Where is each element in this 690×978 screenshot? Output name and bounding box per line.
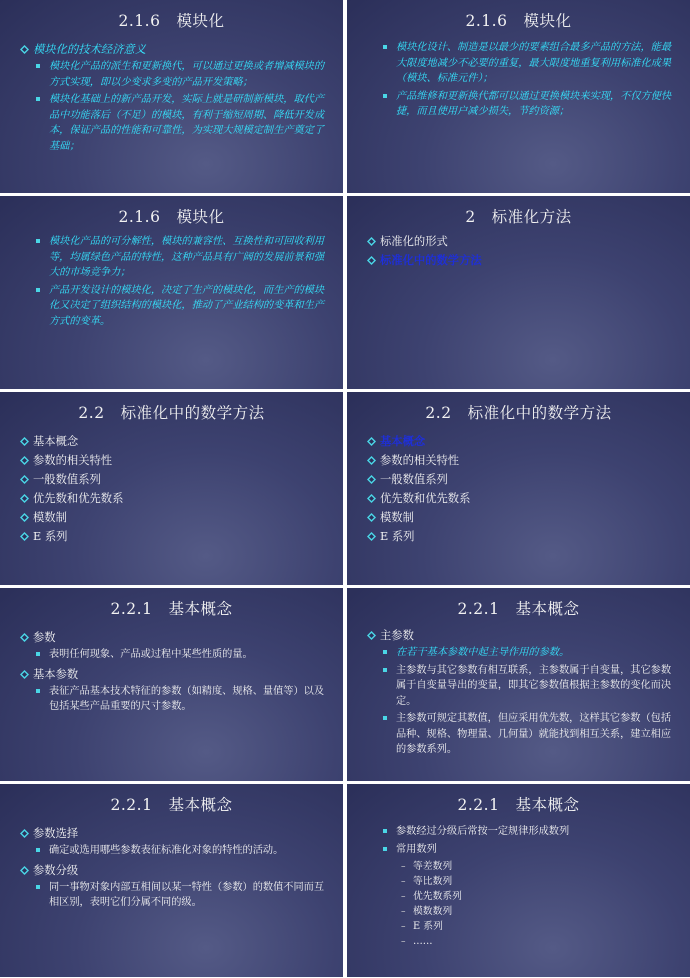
diamond-bullet-icon <box>367 475 375 483</box>
bullet-level1 <box>20 508 327 527</box>
bullet-text: 表征产品基本技术特征的参数（如精度、规格、量值等）以及包括某些产品重要的尺寸参数。 <box>49 685 325 712</box>
diamond-bullet-icon <box>367 237 375 245</box>
diamond-bullet-icon <box>367 494 375 502</box>
diamond-bullet-icon <box>20 45 28 53</box>
bullet-level1 <box>367 470 674 489</box>
bullet-text: 参数经过分级后常按一定规律形成数列 <box>396 826 570 837</box>
square-bullet-icon <box>383 716 387 720</box>
bullet-text: 一般数值系列 <box>33 473 101 486</box>
bullet-text: 等比数列 <box>413 876 453 887</box>
slide-title: 2.1.6 模块化 <box>118 12 225 30</box>
bullet-level1 <box>367 489 674 508</box>
bullet-level2 <box>33 684 327 715</box>
square-bullet-icon <box>36 239 40 243</box>
slide-2[interactable] <box>347 0 690 193</box>
bullet-level3 <box>401 904 674 919</box>
bullet-level3 <box>401 874 674 889</box>
bullet-level1 <box>367 432 674 451</box>
slide-body <box>20 432 327 546</box>
diamond-bullet-icon <box>367 256 375 264</box>
bullet-text: 确定或选用哪些参数表征标准化对象的特性的活动。 <box>49 845 284 856</box>
dash-bullet-icon: – <box>401 877 406 887</box>
diamond-bullet-icon <box>20 829 28 837</box>
bullet-level3 <box>401 919 674 934</box>
slide-body <box>20 234 327 331</box>
bullet-level1 <box>20 665 327 684</box>
bullet-level1 <box>20 470 327 489</box>
bullet-text: E 系列 <box>380 530 415 543</box>
slide-title: 2.2.1 基本概念 <box>457 796 580 814</box>
slide-10[interactable] <box>347 784 690 977</box>
slide-4[interactable] <box>347 196 690 389</box>
slide-body <box>367 40 674 122</box>
bullet-level1 <box>20 861 327 880</box>
bullet-level1 <box>20 451 327 470</box>
square-bullet-icon <box>383 847 387 851</box>
slide-title: 2.1.6 模块化 <box>118 208 225 226</box>
bullet-level1 <box>367 508 674 527</box>
bullet-text: 参数 <box>33 631 56 644</box>
bullet-level2 <box>33 92 327 154</box>
bullet-level2 <box>380 711 674 758</box>
diamond-bullet-icon <box>367 456 375 464</box>
bullet-level1 <box>20 628 327 647</box>
dash-bullet-icon: – <box>401 907 406 917</box>
slide-8[interactable] <box>347 588 690 781</box>
slide-body <box>20 824 327 913</box>
slide-title: 2.2.1 基本概念 <box>110 796 233 814</box>
diamond-bullet-icon <box>367 532 375 540</box>
bullet-text: 在若干基本参数中起主导作用的参数。 <box>396 647 570 658</box>
bullet-text: 基本概念 <box>380 434 426 448</box>
dash-bullet-icon: – <box>401 862 406 872</box>
square-bullet-icon <box>36 689 40 693</box>
bullet-level2 <box>380 663 674 710</box>
slide-5[interactable] <box>0 392 343 585</box>
slide-6[interactable] <box>347 392 690 585</box>
bullet-level2 <box>380 40 674 87</box>
slide-3[interactable] <box>0 196 343 389</box>
bullet-level1 <box>20 824 327 843</box>
dash-bullet-icon: – <box>401 922 406 932</box>
slide-title: 2.2.1 基本概念 <box>110 600 233 618</box>
bullet-text: 参数的相关特性 <box>380 454 460 467</box>
bullet-level1 <box>367 527 674 546</box>
diamond-bullet-icon <box>20 437 28 445</box>
square-bullet-icon <box>383 650 387 654</box>
bullet-text: …… <box>413 936 433 947</box>
bullet-level2 <box>33 234 327 281</box>
bullet-level2 <box>380 824 674 840</box>
bullet-text: 模块化的技术经济意义 <box>33 43 146 56</box>
bullet-level1 <box>20 489 327 508</box>
bullet-text: 同一事物对象内部互相间以某一特性（参数）的数值不同而互相区别，表明它们分属不同的级。 <box>49 881 325 908</box>
diamond-bullet-icon <box>20 633 28 641</box>
bullet-text: 模数数列 <box>413 906 453 917</box>
bullet-text: 标准化中的数学方法 <box>380 253 482 267</box>
bullet-text: 模块化产品的派生和更新换代，可以通过更换或者增减模块的方式实现，即以少变求多变的产品开发策略； <box>49 61 325 88</box>
bullet-text: 模数制 <box>33 511 67 524</box>
bullet-level2 <box>380 842 674 858</box>
slide-title: 2.1.6 模块化 <box>465 12 572 30</box>
bullet-text: 参数选择 <box>33 827 79 840</box>
dash-bullet-icon: – <box>401 892 406 902</box>
bullet-level2 <box>33 647 327 663</box>
bullet-text: 主参数可规定其数值，但应采用优先数，这样其它参数（包括品种、规格、物理量、几何量）就能找到相互关系，建立相应的参数系列。 <box>396 713 672 755</box>
bullet-text: 常用数列 <box>396 843 437 855</box>
square-bullet-icon <box>36 64 40 68</box>
bullet-level1 <box>367 626 674 645</box>
square-bullet-icon <box>383 829 387 833</box>
slide-7[interactable] <box>0 588 343 781</box>
diamond-bullet-icon <box>367 631 375 639</box>
bullet-text: 优先数和优先数系 <box>380 492 471 505</box>
bullet-level2 <box>33 59 327 90</box>
slide-body <box>20 40 327 156</box>
bullet-level2 <box>33 283 327 330</box>
bullet-text: E 系列 <box>33 530 68 543</box>
bullet-text: 参数分级 <box>33 863 79 877</box>
bullet-level1 <box>20 432 327 451</box>
slide-title: 2.2 标准化中的数学方法 <box>425 404 612 422</box>
diamond-bullet-icon <box>20 494 28 502</box>
bullet-text: 一般数值系列 <box>380 473 448 486</box>
bullet-text: 模块化设计、制造是以最少的要素组合最多产品的方法，能最大限度地减少不必要的重复，最大限度地重复利用标准化成果（模块、标准元件）； <box>396 42 672 84</box>
bullet-text: 标准化的形式 <box>380 235 448 248</box>
bullet-text: 模块化产品的可分解性，模块的兼容性、互换性和可回收利用等，均属绿色产品的特性，这种产品具有广阔的发展前景和强大的市场竞争力； <box>49 236 325 278</box>
bullet-level1 <box>367 232 674 251</box>
square-bullet-icon <box>36 288 40 292</box>
bullet-level3 <box>401 889 674 904</box>
bullet-text: 模数制 <box>380 511 414 524</box>
bullet-text: 表明任何现象、产品或过程中某些性质的量。 <box>49 649 253 660</box>
diamond-bullet-icon <box>20 670 28 678</box>
bullet-text: 优先数和优先数系 <box>33 492 124 505</box>
square-bullet-icon <box>36 848 40 852</box>
bullet-text: 主参数 <box>380 629 414 642</box>
slide-body <box>367 432 674 546</box>
bullet-level1 <box>367 251 674 270</box>
bullet-level2 <box>33 843 327 859</box>
square-bullet-icon <box>383 45 387 49</box>
bullet-text: 基本概念 <box>33 435 79 448</box>
bullet-text: 产品维修和更新换代都可以通过更换模块来实现，不仅方便快捷，而且使用户减少损失，节约资源； <box>396 90 672 117</box>
bullet-text: 模块化基础上的新产品开发，实际上就是研制新模块，取代产品中功能落后（不足）的模块，有利于缩短周期、降低开发成本，保证产品的性能和可靠性，为实现大规模定制生产奠定了基础； <box>49 94 325 152</box>
diamond-bullet-icon <box>20 456 28 464</box>
square-bullet-icon <box>36 97 40 101</box>
bullet-text: 基本参数 <box>33 667 79 681</box>
bullet-text: 参数的相关特性 <box>33 454 113 467</box>
bullet-text: 产品开发设计的模块化，决定了生产的模块化，而生产的模块化又决定了组织结构的模块化，推动了产业结构的变革和生产方式的变革。 <box>49 284 325 327</box>
square-bullet-icon <box>36 652 40 656</box>
bullet-level2 <box>380 89 674 120</box>
bullet-level1 <box>367 451 674 470</box>
diamond-bullet-icon <box>367 513 375 521</box>
bullet-level1 <box>20 527 327 546</box>
slide-body <box>367 824 674 949</box>
diamond-bullet-icon <box>20 866 28 874</box>
diamond-bullet-icon <box>20 532 28 540</box>
slide-body <box>367 626 674 760</box>
slide-1[interactable] <box>0 0 343 193</box>
bullet-level3 <box>401 859 674 874</box>
slide-9[interactable] <box>0 784 343 977</box>
diamond-bullet-icon <box>20 513 28 521</box>
slide-title: 2.2.1 基本概念 <box>457 600 580 618</box>
bullet-text: 优先数系列 <box>413 891 462 902</box>
diamond-bullet-icon <box>367 437 375 445</box>
slide-body <box>367 232 674 270</box>
bullet-text: 主参数与其它参数有相互联系，主参数属于自变量，其它参数属于自变量导出的变量，即其它参数值根据主参数的变化而决定。 <box>396 664 672 707</box>
bullet-level1 <box>20 40 327 59</box>
square-bullet-icon <box>36 885 40 889</box>
bullet-level3 <box>401 934 674 949</box>
slide-body <box>20 628 327 717</box>
bullet-text: 等差数列 <box>413 861 453 872</box>
bullet-text: E 系列 <box>413 921 443 932</box>
diamond-bullet-icon <box>20 475 28 483</box>
slide-title: 2.2 标准化中的数学方法 <box>78 404 265 422</box>
bullet-level2 <box>33 880 327 911</box>
dash-bullet-icon: – <box>401 937 406 947</box>
slide-title: 2 标准化方法 <box>465 208 572 226</box>
square-bullet-icon <box>383 94 387 98</box>
bullet-level2 <box>380 645 674 661</box>
square-bullet-icon <box>383 668 387 672</box>
